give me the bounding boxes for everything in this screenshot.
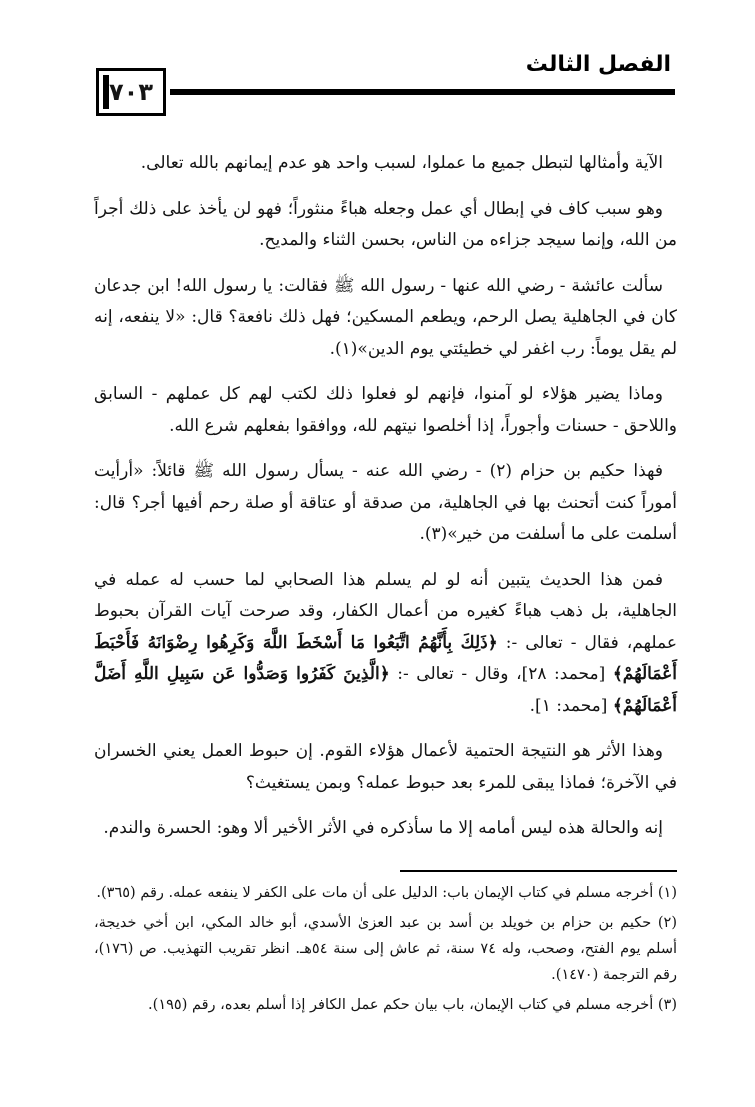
paragraph: الآية وأمثالها لتبطل جميع ما عملوا، لسبب واحد هو عدم إيمانهم بالله تعالى. [140, 153, 663, 173]
paragraph: وماذا يضير هؤلاء لو آمنوا، فإنهم لو فعلوا ذلك لكتب لهم كل عملهم - السابق واللاحق - حسنات وأجوراً، إذا أخلصوا نيتهم لله، ووافقوا بفعلهم شرع الله. [94, 384, 677, 436]
paragraph: فهذا حكيم بن حزام (٢) - رضي الله عنه - يسأل رسول الله ﷺ قائلاً: «أرأيت أموراً كنت أتحنث بها في الجاهلية، من صدقة أو عتاقة أو صلة رحم أفيها أجر؟ قال: أسلمت على ما أسلفت من خير»(٣). [94, 461, 677, 544]
page-number-box [96, 68, 166, 116]
paragraph: وهذا الأثر هو النتيجة الحتمية لأعمال هؤلاء القوم. إن حبوط العمل يعني الخسران في الآخرة؛ فماذا يبقى للمرء بعد حبوط عمله؟ وبمن يستغيث؟ [94, 741, 677, 793]
quran-verse: ﴿الَّذِينَ كَفَرُوا وَصَدُّوا عَن سَبِيلِ اللَّهِ أَضَلَّ أَعْمَالَهُمْ﴾ [94, 664, 677, 716]
chapter-title: الفصل الثالث [525, 52, 671, 77]
header-rule [170, 89, 675, 95]
paragraph: سألت عائشة - رضي الله عنها - رسول الله ﷺ فقالت: يا رسول الله! ابن جدعان كان في الجاهلية يصل الرحم، ويطعم المسكين؛ فهل ذلك نافعة؟ قال: «لا ينفعه، إنه لم يقل يوماً: رب اغفر لي خطيئتي يوم الدين»(١). [94, 275, 677, 359]
paragraph: وهو سبب كاف في إبطال أي عمل وجعله هباءً منثوراً؛ فهو لن يأخذ على ذلك أجراً من الله، وإنما سيجد جزاءه من الناس، بحسن الثناء والمديح. [94, 198, 677, 250]
verse-paragraph [94, 565, 677, 723]
page-number: ٧٠٣ [109, 78, 153, 106]
verse-reference: [محمد: ١]. [529, 695, 613, 716]
footnotes [94, 880, 677, 1022]
verse-reference: [محمد: ٢٨]، وقال - تعالى -: [389, 664, 613, 684]
page-header [0, 0, 755, 120]
paragraph: إنه والحالة هذه ليس أمامه إلا ما سأذكره في الأثر الأخير ألا وهو: الحسرة والندم. [103, 818, 663, 838]
main-text [94, 148, 677, 855]
footnote-divider [400, 870, 677, 872]
quran-verse: ﴿ذَلِكَ بِأَنَّهُمُ اتَّبَعُوا مَا أَسْخَطَ اللَّهَ وَكَرِهُوا رِضْوَانَهُ فَأَحْبَطَ أَعْمَالَهُمْ﴾ [94, 632, 678, 684]
footnote: (١) أخرجه مسلم في كتاب الإيمان باب: الدليل على أن مات على الكفر لا ينفعه عمله. رقم (٣٦٥). [96, 885, 677, 901]
verse-intro: فمن هذا الحديث يتبين أنه لو لم يسلم هذا الصحابي لما حسب له عمله في الجاهلية، بل ذهب هباءً كغيره من أعمال الكفار، وقد صرحت آيات القرآن بحبوط عملهم، فقال - تعالى -: [94, 569, 677, 653]
footnote: (٣) أخرجه مسلم في كتاب الإيمان، باب بيان حكم عمل الكافر إذا أسلم بعده، رقم (١٩٥). [148, 997, 677, 1013]
footnote: (٢) حكيم بن حزام بن خويلد بن أسد بن عبد العزىٰ الأسدي، أبو خالد المكي، ابن أخي خديجة، أسلم يوم الفتح، وصحب، وله ٧٤ سنة، ثم عاش إلى سنة ٥٤هـ. انظر تقريب التهذيب. ص (١٧٦)، رقم الترجمة (١٤٧٠). [94, 915, 678, 983]
